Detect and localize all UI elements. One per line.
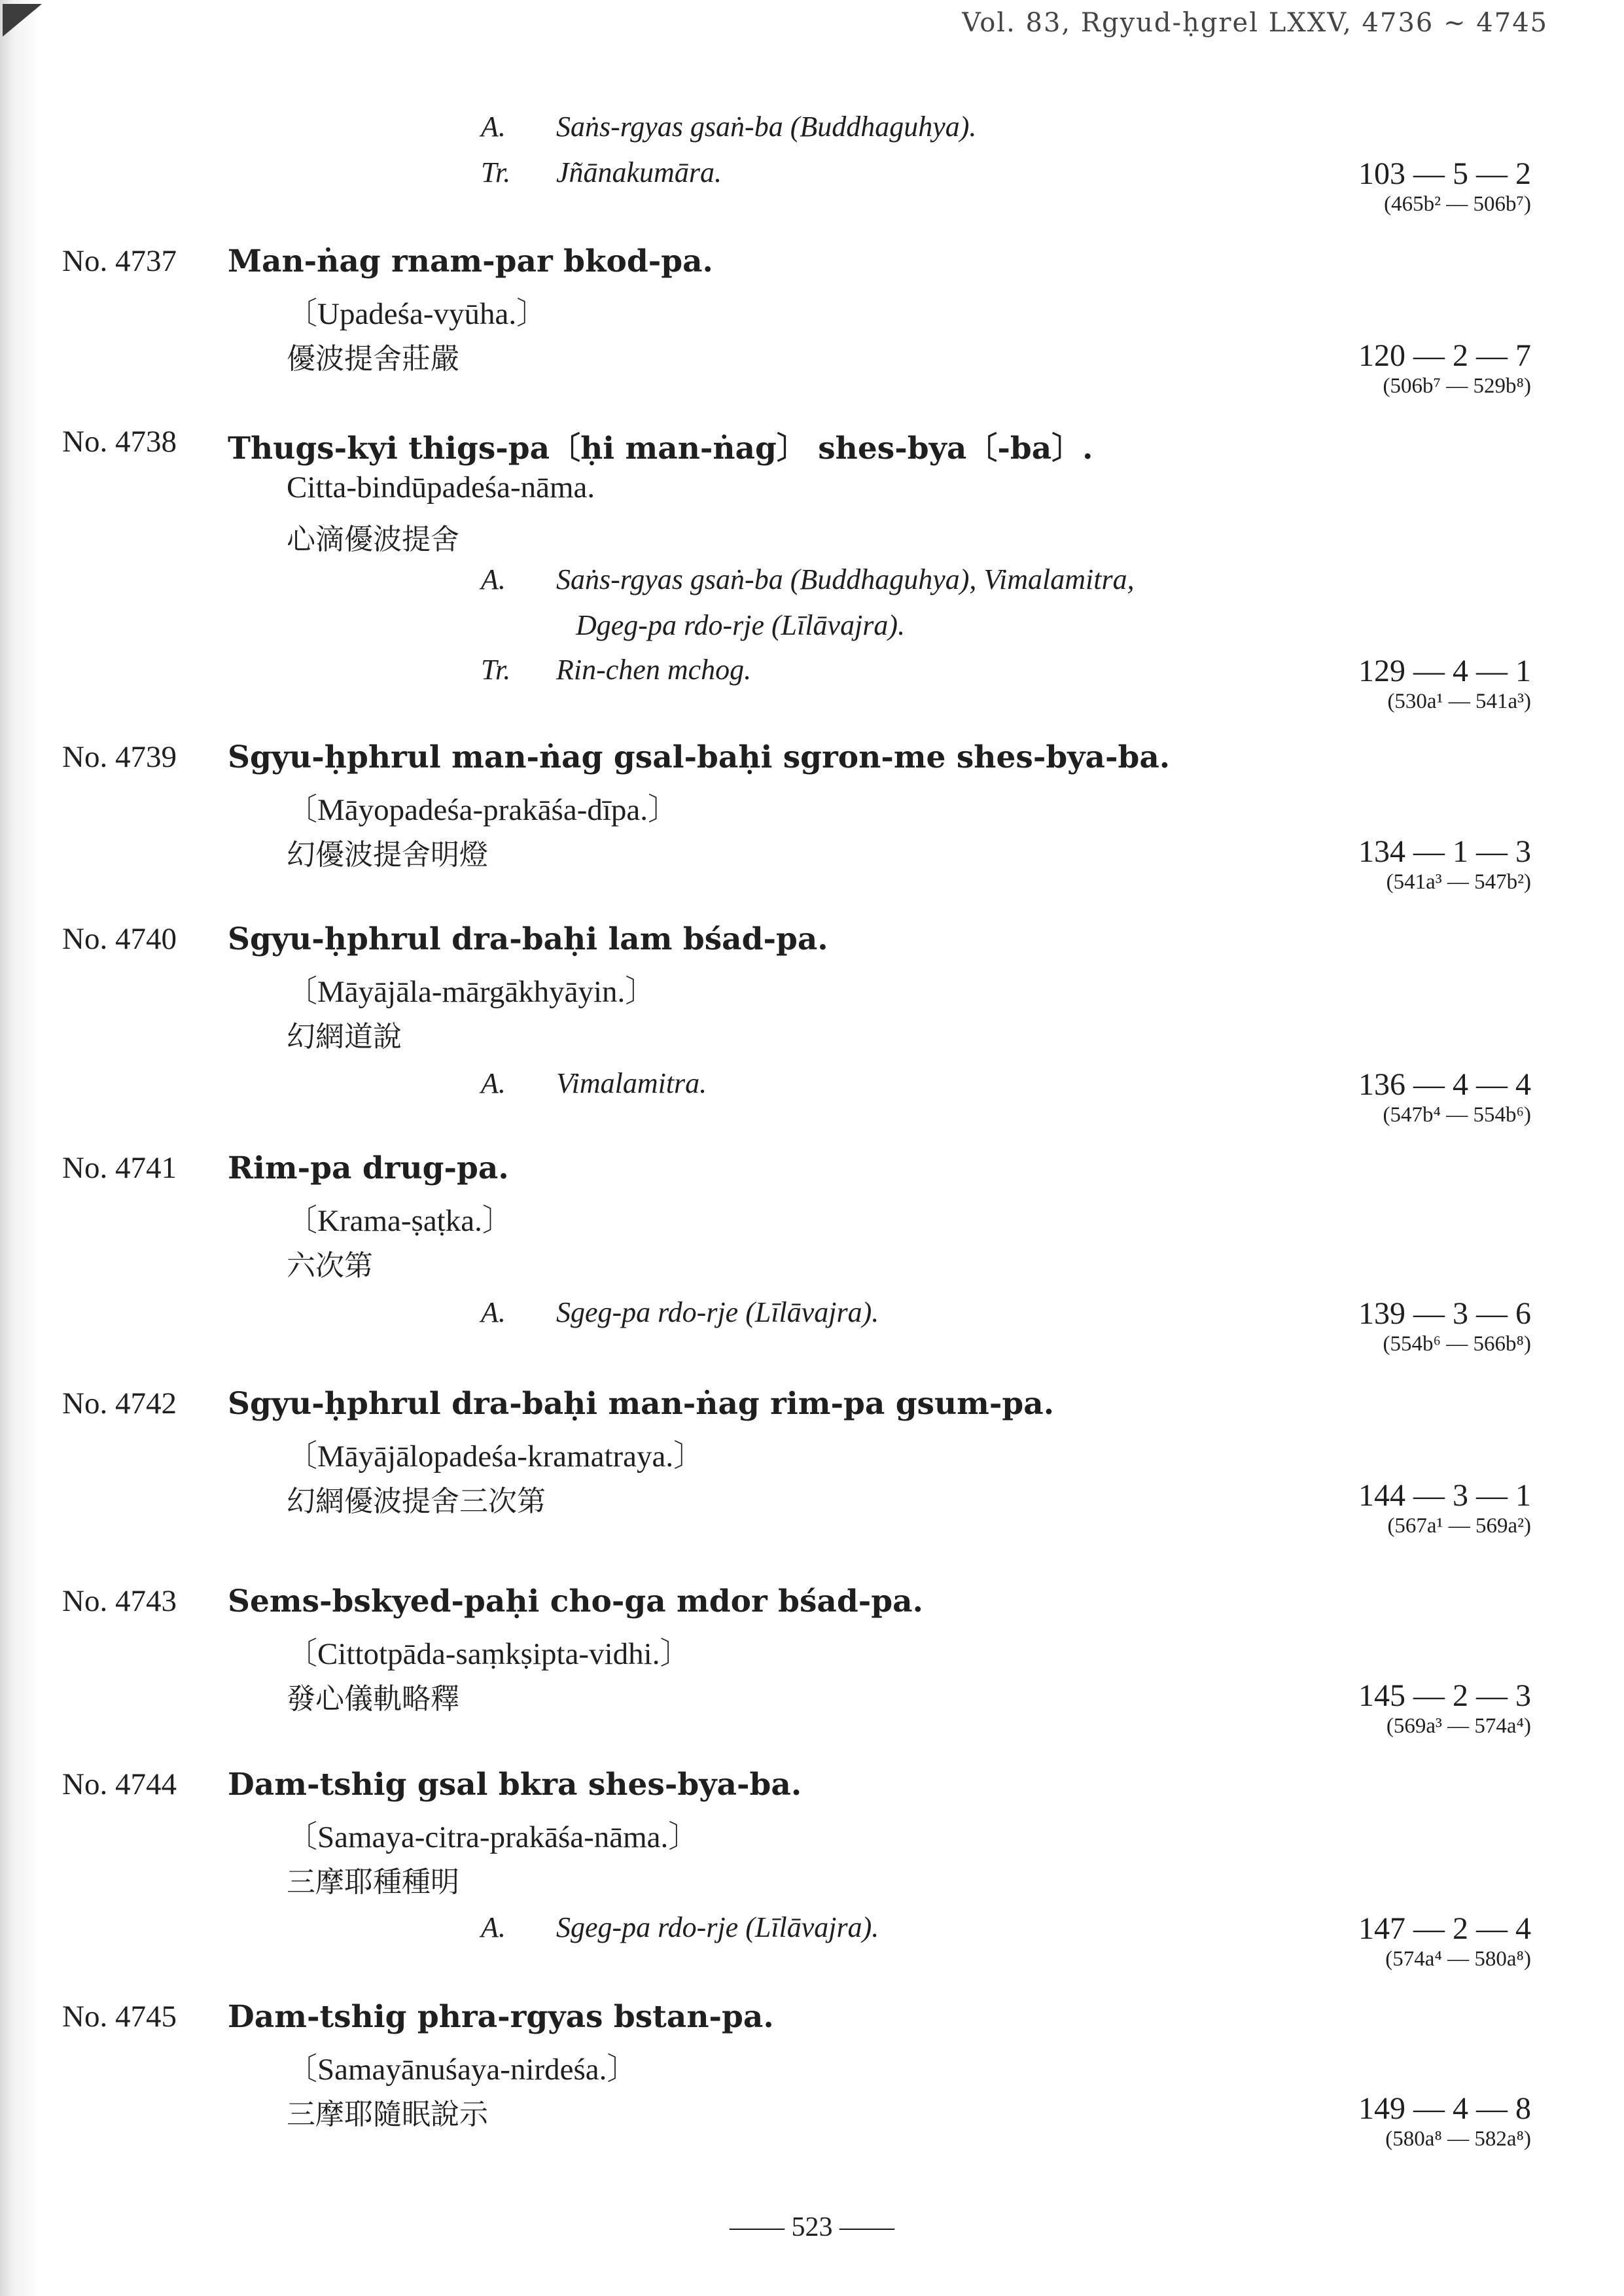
author-name: Vimalamitra. <box>556 1067 707 1099</box>
page-number: —— 523 —— <box>730 2212 894 2242</box>
volume-reference: 139 — 3 — 6 <box>1358 1296 1531 1331</box>
author-role: A. <box>481 563 506 595</box>
entry-number: No. 4739 <box>62 740 177 774</box>
author-name: Sgeg-pa rdo-rje (Līlāvajra). <box>556 1296 879 1328</box>
volume-reference: 120 — 2 — 7 <box>1358 338 1531 373</box>
translator-name: Rin-chen mchog. <box>556 654 752 686</box>
entry-number: No. 4743 <box>62 1584 177 1618</box>
sanskrit-title: Citta-bindūpadeśa-nāma. <box>287 470 595 504</box>
volume-reference: 147 — 2 — 4 <box>1358 1911 1531 1946</box>
running-header: Vol. 83, Rgyud-ḥgrel LXXV, 4736 ~ 4745 <box>962 8 1549 38</box>
chinese-title: 發心儀軌略釋 <box>287 1682 459 1716</box>
entry-number: No. 4738 <box>62 425 177 459</box>
entry-number: No. 4742 <box>62 1386 177 1421</box>
sanskrit-title: 〔Krama-ṣaṭka.〕 <box>287 1204 513 1238</box>
sanskrit-title: 〔Māyājālopadeśa-kramatraya.〕 <box>287 1439 705 1474</box>
author-name: Saṅs-rgyas gsaṅ-ba (Buddhaguhya), Vimalamitra, <box>556 563 1135 595</box>
sanskrit-title: 〔Māyopadeśa-prakāśa-dīpa.〕 <box>287 793 679 827</box>
tibetan-title: Sgyu-ḥphrul dra-baḥi lam bśad-pa. <box>228 921 828 957</box>
volume-reference: 144 — 3 — 1 <box>1358 1478 1531 1513</box>
sanskrit-title: 〔Māyājāla-mārgākhyāyin.〕 <box>287 975 656 1009</box>
folio-location: (506b⁷ — 529b⁸) <box>1383 374 1531 398</box>
volume-reference: 145 — 2 — 3 <box>1358 1678 1531 1713</box>
page-edge-shadow <box>0 0 39 2296</box>
chinese-title: 幻網優波提舍三次第 <box>287 1485 546 1518</box>
volume-reference: 134 — 1 — 3 <box>1358 834 1531 869</box>
author-name: Saṅs-rgyas gsaṅ-ba (Buddhaguhya). <box>556 111 977 143</box>
folio-location: (541a³ — 547b²) <box>1386 870 1531 894</box>
volume-reference: 149 — 4 — 8 <box>1358 2091 1531 2126</box>
entry-number: No. 4740 <box>62 922 177 956</box>
tibetan-title: Sgyu-ḥphrul dra-baḥi man-ṅag rim-pa gsum-pa. <box>228 1386 1055 1422</box>
entry-number: No. 4737 <box>62 244 177 278</box>
chinese-title: 幻優波提舍明燈 <box>287 838 488 872</box>
tibetan-title: Sgyu-ḥphrul man-ṅag gsal-baḥi sgron-me shes-bya-ba. <box>228 739 1171 775</box>
tibetan-title: Man-ṅag rnam-par bkod-pa. <box>228 243 713 279</box>
chinese-title: 三摩耶種種明 <box>287 1865 459 1899</box>
chinese-title: 六次第 <box>287 1249 373 1282</box>
sanskrit-title: 〔Samayānuśaya-nirdeśa.〕 <box>287 2053 638 2087</box>
translator-role: Tr. <box>481 654 511 686</box>
tibetan-title: Rim-pa drug-pa. <box>228 1150 509 1186</box>
author-role: A. <box>481 111 506 143</box>
author-role: A. <box>481 1911 506 1943</box>
author-name: Sgeg-pa rdo-rje (Līlāvajra). <box>556 1911 879 1943</box>
author-name-continued: Dgeg-pa rdo-rje (Līlāvajra). <box>576 609 906 641</box>
entry-number: No. 4745 <box>62 2000 177 2034</box>
folio-location: (580a⁸ — 582a⁸) <box>1385 2127 1531 2151</box>
folio-location: (574a⁴ — 580a⁸) <box>1385 1947 1531 1971</box>
folio-location: (569a³ — 574a⁴) <box>1386 1714 1531 1738</box>
volume-reference: 103 — 5 — 2 <box>1358 156 1531 191</box>
chinese-title: 幻網道說 <box>287 1020 402 1053</box>
sanskrit-title: 〔Samaya-citra-prakāśa-nāma.〕 <box>287 1820 699 1854</box>
folio-location: (530a¹ — 541a³) <box>1387 690 1531 713</box>
folio-location: (554b⁶ — 566b⁸) <box>1383 1332 1531 1356</box>
author-role: A. <box>481 1296 506 1328</box>
tibetan-title: Dam-tshig phra-rgyas bstan-pa. <box>228 1999 774 2035</box>
page-corner-mark <box>3 4 42 37</box>
entry-number: No. 4744 <box>62 1767 177 1801</box>
author-role: A. <box>481 1067 506 1099</box>
tibetan-title: Sems-bskyed-paḥi cho-ga mdor bśad-pa. <box>228 1583 923 1619</box>
folio-location: (567a¹ — 569a²) <box>1387 1514 1531 1538</box>
folio-location: (465b² — 506b⁷) <box>1384 192 1531 216</box>
volume-reference: 129 — 4 — 1 <box>1358 654 1531 688</box>
tibetan-title: Dam-tshig gsal bkra shes-bya-ba. <box>228 1767 802 1803</box>
sanskrit-title: 〔Upadeśa-vyūha.〕 <box>287 297 548 331</box>
translator-name: Jñānakumāra. <box>556 156 722 188</box>
translator-role: Tr. <box>481 156 511 188</box>
chinese-title: 三摩耶隨眠說示 <box>287 2098 488 2131</box>
folio-location: (547b⁴ — 554b⁶) <box>1383 1103 1531 1127</box>
chinese-title: 心滴優波提舍 <box>287 523 459 556</box>
tibetan-title: Thugs-kyi thigs-pa〔ḥi man-ṅag〕 shes-bya〔-ba〕. <box>228 431 1093 467</box>
entry-number: No. 4741 <box>62 1151 177 1185</box>
volume-reference: 136 — 4 — 4 <box>1358 1067 1531 1102</box>
chinese-title: 優波提舍莊嚴 <box>287 342 459 376</box>
sanskrit-title: 〔Cittotpāda-saṃkṣipta-vidhi.〕 <box>287 1637 691 1671</box>
